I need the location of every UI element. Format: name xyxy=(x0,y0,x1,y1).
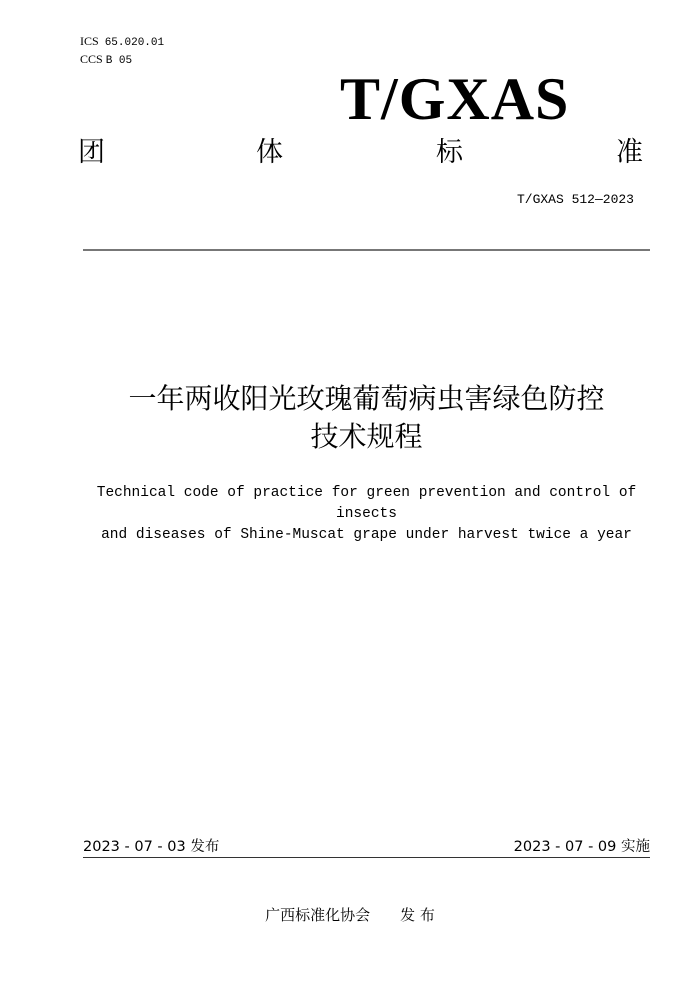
organization-code: T/GXAS xyxy=(340,66,570,132)
title-chinese xyxy=(83,380,650,456)
title-chinese-line-1: 一年两收阳光玫瑰葡萄病虫害绿色防控 xyxy=(128,382,605,415)
issuer-name: 广西标准化协会 xyxy=(265,906,371,924)
standard-type-char-3: 标 xyxy=(436,137,463,168)
ics-code xyxy=(80,34,164,51)
implementation-date: 2023 - 07 - 09 实施 xyxy=(513,839,650,855)
footer-divider xyxy=(83,857,650,858)
standard-number: T/GXAS 512—2023 xyxy=(516,192,634,207)
ics-label: ICS xyxy=(80,34,99,48)
title-chinese-line-2: 技术规程 xyxy=(310,420,423,453)
ccs-value: B 05 xyxy=(105,55,133,67)
standard-type-char-4: 准 xyxy=(616,137,643,168)
title-english-line-1: Technical code of practice for green prevention and control of insects xyxy=(96,485,637,522)
ccs-code xyxy=(80,52,132,69)
standard-type-char-1: 团 xyxy=(78,137,105,168)
ics-value: 65.020.01 xyxy=(104,37,165,49)
issuer xyxy=(0,904,700,925)
publish-date: 2023 - 07 - 03 发布 xyxy=(83,839,220,855)
title-english xyxy=(70,483,663,546)
issue-word: 发 布 xyxy=(400,906,435,924)
header-divider xyxy=(83,249,650,251)
title-english-line-2: and diseases of Shine-Muscat grape under harvest twice a year xyxy=(101,527,632,543)
standard-type-char-2: 体 xyxy=(256,137,283,168)
ccs-label: CCS xyxy=(80,52,103,66)
